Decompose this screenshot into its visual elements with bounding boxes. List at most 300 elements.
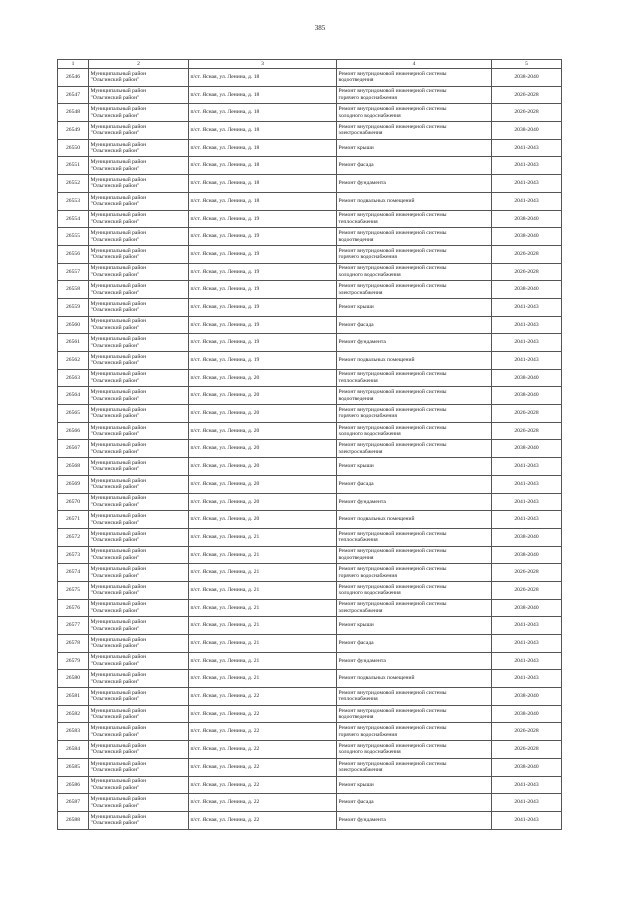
municipality-cell xyxy=(89,139,189,157)
work-type-line: Ремонт внутридомовой инженерной системы xyxy=(338,283,447,289)
work-type-cell xyxy=(337,245,492,263)
work-type-line: горячего водоснабжения xyxy=(338,413,397,420)
period-cell: 2041-2043 xyxy=(492,670,562,688)
table-row xyxy=(58,104,562,122)
municipality-line: Муниципальный район xyxy=(90,583,147,590)
row-number-cell: 26571 xyxy=(58,511,89,529)
work-type-cell xyxy=(337,546,492,564)
municipality-line: "Ольгинский район" xyxy=(90,554,140,561)
work-type-line: водоотведения xyxy=(338,395,374,402)
row-number-cell: 26550 xyxy=(58,139,89,157)
work-type-line: Ремонт фасада xyxy=(338,162,374,169)
municipality-line: Муниципальный район xyxy=(90,88,147,95)
municipality-cell xyxy=(89,192,189,210)
work-type-line: Ремонт фасада xyxy=(338,640,374,647)
table-row xyxy=(58,564,562,582)
work-type-line: Ремонт внутридомовой инженерной системы xyxy=(338,247,447,254)
municipality-line: Муниципальный район xyxy=(90,123,147,130)
work-type-cell xyxy=(337,387,492,405)
row-number-cell: 26554 xyxy=(58,210,89,228)
address-cell: п/ст. Ясная, ул. Ленина, д. 21 xyxy=(189,635,337,653)
municipality-line: "Ольгинский район" xyxy=(90,77,140,84)
municipality-line: Муниципальный район xyxy=(90,283,147,289)
table-row xyxy=(58,369,562,387)
municipality-line: Муниципальный район xyxy=(90,459,147,466)
municipality-line: Муниципальный район xyxy=(90,212,147,219)
municipality-line: "Ольгинский район" xyxy=(90,767,140,774)
column-number: 2 xyxy=(89,60,189,69)
work-type-line: Ремонт внутридомовой инженерной системы xyxy=(338,88,447,95)
period-cell: 2038-2040 xyxy=(492,688,562,706)
municipality-line: "Ольгинский район" xyxy=(90,749,140,756)
work-type-line: Ремонт внутридомовой инженерной системы xyxy=(338,601,447,608)
municipality-line: "Ольгинский район" xyxy=(90,501,140,508)
address-cell: п/ст. Ясная, ул. Ленина, д. 21 xyxy=(189,599,337,617)
municipality-line: "Ольгинский район" xyxy=(90,254,140,261)
address-cell: п/ст. Ясная, ул. Ленина, д. 20 xyxy=(189,387,337,405)
period-cell: 2041-2043 xyxy=(492,794,562,812)
work-type-line: теплоснабжения xyxy=(338,537,378,544)
work-type-cell xyxy=(337,599,492,617)
table-row xyxy=(58,776,562,794)
address-cell: п/ст. Ясная, ул. Ленина, д. 18 xyxy=(189,157,337,175)
municipality-cell xyxy=(89,157,189,175)
work-type-cell xyxy=(337,405,492,423)
work-type-cell xyxy=(337,705,492,723)
municipality-cell xyxy=(89,688,189,706)
row-number-cell: 26577 xyxy=(58,617,89,635)
table-row xyxy=(58,635,562,653)
work-type-line: холодного водоснабжения xyxy=(338,749,401,756)
row-number-cell: 26575 xyxy=(58,581,89,599)
table-row xyxy=(58,794,562,812)
municipality-line: "Ольгинский район" xyxy=(90,183,140,190)
address-cell: п/ст. Ясная, ул. Ленина, д. 21 xyxy=(189,617,337,635)
municipality-line: "Ольгинский район" xyxy=(90,678,140,685)
municipality-line: "Ольгинский район" xyxy=(90,395,140,402)
table-row xyxy=(58,175,562,193)
row-number-cell: 26565 xyxy=(58,405,89,423)
address-cell: п/ст. Ясная, ул. Ленина, д. 22 xyxy=(189,688,337,706)
period-cell: 2041-2043 xyxy=(492,316,562,334)
period-cell: 2041-2043 xyxy=(492,776,562,794)
work-type-line: Ремонт внутридомовой инженерной системы xyxy=(338,566,447,572)
period-cell: 2038-2040 xyxy=(492,440,562,458)
row-number-cell: 26558 xyxy=(58,281,89,299)
table-row xyxy=(58,670,562,688)
row-number-cell: 26581 xyxy=(58,688,89,706)
municipality-line: Муниципальный район xyxy=(90,530,147,537)
address-cell: п/ст. Ясная, ул. Ленина, д. 18 xyxy=(189,86,337,104)
work-type-line: горячего водоснабжения xyxy=(338,95,397,102)
municipality-line: "Ольгинский район" xyxy=(90,360,140,367)
address-cell: п/ст. Ясная, ул. Ленина, д. 20 xyxy=(189,458,337,476)
work-type-line: Ремонт внутридомовой инженерной системы xyxy=(338,548,447,555)
work-type-line: Ремонт внутридомовой инженерной системы xyxy=(338,725,447,732)
municipality-line: Муниципальный район xyxy=(90,495,147,502)
municipality-cell xyxy=(89,564,189,582)
period-cell: 2038-2040 xyxy=(492,210,562,228)
municipality-line: "Ольгинский район" xyxy=(90,784,140,791)
table-row xyxy=(58,723,562,741)
municipality-cell xyxy=(89,422,189,440)
municipality-line: "Ольгинский район" xyxy=(90,696,140,703)
address-cell: п/ст. Ясная, ул. Ленина, д. 19 xyxy=(189,263,337,281)
municipality-line: Муниципальный район xyxy=(90,619,147,626)
work-type-cell xyxy=(337,670,492,688)
table-row xyxy=(58,228,562,246)
municipality-line: "Ольгинский район" xyxy=(90,572,140,579)
work-type-line: Ремонт внутридомовой инженерной системы xyxy=(338,371,447,378)
address-cell: п/ст. Ясная, ул. Ленина, д. 18 xyxy=(189,175,337,193)
work-type-cell xyxy=(337,210,492,228)
work-type-line: холодного водоснабжения xyxy=(338,590,401,597)
table-row xyxy=(58,705,562,723)
address-cell: п/ст. Ясная, ул. Ленина, д. 22 xyxy=(189,741,337,759)
municipality-cell xyxy=(89,440,189,458)
municipality-cell xyxy=(89,776,189,794)
municipality-line: Муниципальный район xyxy=(90,300,147,307)
row-number-cell: 26588 xyxy=(58,811,89,829)
municipality-line: "Ольгинский район" xyxy=(90,165,140,172)
municipality-cell xyxy=(89,670,189,688)
row-number-cell: 26555 xyxy=(58,228,89,246)
municipality-line: Муниципальный район xyxy=(90,229,147,236)
municipality-line: Муниципальный район xyxy=(90,318,147,325)
table-row xyxy=(58,546,562,564)
municipality-cell xyxy=(89,458,189,476)
period-cell: 2041-2043 xyxy=(492,617,562,635)
row-number-cell: 26560 xyxy=(58,316,89,334)
column-number: 5 xyxy=(492,60,562,69)
column-number: 1 xyxy=(58,60,89,69)
period-cell: 2041-2043 xyxy=(492,458,562,476)
row-number-cell: 26561 xyxy=(58,334,89,352)
work-type-line: горячего водоснабжения xyxy=(338,572,397,579)
municipality-line: "Ольгинский район" xyxy=(90,714,140,721)
work-type-cell xyxy=(337,298,492,316)
table-row xyxy=(58,210,562,228)
municipality-cell xyxy=(89,104,189,122)
municipality-line: Муниципальный район xyxy=(90,442,147,449)
municipality-line: "Ольгинский район" xyxy=(90,271,140,278)
work-type-line: Ремонт фундамента xyxy=(338,339,386,346)
municipality-line: Муниципальный район xyxy=(90,265,147,272)
municipality-cell xyxy=(89,228,189,246)
row-number-cell: 26572 xyxy=(58,528,89,546)
municipality-line: Муниципальный район xyxy=(90,194,147,201)
work-type-line: Ремонт внутридомовой инженерной системы xyxy=(338,707,447,714)
row-number-cell: 26557 xyxy=(58,263,89,281)
work-type-cell xyxy=(337,635,492,653)
row-number-cell: 26549 xyxy=(58,122,89,140)
address-cell: п/ст. Ясная, ул. Ленина, д. 19 xyxy=(189,210,337,228)
row-number-cell: 26568 xyxy=(58,458,89,476)
work-type-line: теплоснабжения xyxy=(338,696,378,703)
municipality-cell xyxy=(89,316,189,334)
address-cell: п/ст. Ясная, ул. Ленина, д. 18 xyxy=(189,192,337,210)
row-number-cell: 26586 xyxy=(58,776,89,794)
table-row xyxy=(58,316,562,334)
page-number: 385 xyxy=(314,24,326,32)
row-number-cell: 26584 xyxy=(58,741,89,759)
work-type-line: Ремонт фасада xyxy=(338,321,374,328)
work-type-cell xyxy=(337,564,492,582)
work-type-line: Ремонт фасада xyxy=(338,480,374,487)
municipality-line: Муниципальный район xyxy=(90,424,147,431)
municipality-cell xyxy=(89,245,189,263)
row-number-cell: 26583 xyxy=(58,723,89,741)
row-number-cell: 26548 xyxy=(58,104,89,122)
work-type-cell xyxy=(337,104,492,122)
work-type-line: Ремонт подвальных помещений xyxy=(338,357,415,364)
work-type-cell xyxy=(337,440,492,458)
work-type-cell xyxy=(337,794,492,812)
work-type-cell xyxy=(337,352,492,370)
municipality-cell xyxy=(89,405,189,423)
municipality-cell xyxy=(89,475,189,493)
period-cell: 2038-2040 xyxy=(492,599,562,617)
work-type-line: электроснабжения xyxy=(338,607,383,614)
municipality-cell xyxy=(89,811,189,829)
work-type-line: Ремонт крыши xyxy=(338,303,374,310)
municipality-line: Муниципальный район xyxy=(90,566,147,572)
work-type-line: теплоснабжения xyxy=(338,378,378,385)
work-type-line: Ремонт внутридомовой инженерной системы xyxy=(338,424,447,431)
period-cell: 2038-2040 xyxy=(492,369,562,387)
row-number-cell: 26552 xyxy=(58,175,89,193)
row-number-cell: 26587 xyxy=(58,794,89,812)
work-type-line: Ремонт подвальных помещений xyxy=(338,675,415,682)
municipality-line: Муниципальный район xyxy=(90,353,147,360)
work-type-cell xyxy=(337,316,492,334)
table-row xyxy=(58,157,562,175)
row-number-cell: 26563 xyxy=(58,369,89,387)
municipality-line: Муниципальный район xyxy=(90,725,147,732)
table-row xyxy=(58,387,562,405)
work-type-cell xyxy=(337,688,492,706)
table-row xyxy=(58,69,562,87)
address-cell: п/ст. Ясная, ул. Ленина, д. 22 xyxy=(189,723,337,741)
address-cell: п/ст. Ясная, ул. Ленина, д. 20 xyxy=(189,440,337,458)
municipality-line: Муниципальный район xyxy=(90,106,147,113)
work-type-line: Ремонт фундамента xyxy=(338,180,386,187)
work-type-cell xyxy=(337,369,492,387)
work-type-line: Ремонт внутридомовой инженерной системы xyxy=(338,212,447,219)
period-cell: 2026-2028 xyxy=(492,263,562,281)
table-row xyxy=(58,422,562,440)
municipality-cell xyxy=(89,352,189,370)
municipality-line: "Ольгинский район" xyxy=(90,731,140,738)
municipality-cell xyxy=(89,281,189,299)
work-type-line: водоотведения xyxy=(338,77,374,84)
work-type-line: горячего водоснабжения xyxy=(338,254,397,261)
period-cell: 2038-2040 xyxy=(492,69,562,87)
address-cell: п/ст. Ясная, ул. Ленина, д. 18 xyxy=(189,69,337,87)
row-number-cell: 26564 xyxy=(58,387,89,405)
work-type-cell xyxy=(337,263,492,281)
period-cell: 2038-2040 xyxy=(492,758,562,776)
municipality-line: Муниципальный район xyxy=(90,336,147,343)
municipality-line: "Ольгинский район" xyxy=(90,431,140,438)
municipality-cell xyxy=(89,387,189,405)
address-cell: п/ст. Ясная, ул. Ленина, д. 20 xyxy=(189,405,337,423)
row-number-cell: 26576 xyxy=(58,599,89,617)
work-type-cell xyxy=(337,86,492,104)
table-row xyxy=(58,192,562,210)
address-cell: п/ст. Ясная, ул. Ленина, д. 21 xyxy=(189,581,337,599)
period-cell: 2041-2043 xyxy=(492,811,562,829)
municipality-line: Муниципальный район xyxy=(90,795,147,802)
period-cell: 2038-2040 xyxy=(492,122,562,140)
table-row xyxy=(58,122,562,140)
municipality-line: Муниципальный район xyxy=(90,672,147,679)
work-type-line: Ремонт фундамента xyxy=(338,816,386,823)
municipality-line: Муниципальный район xyxy=(90,247,147,254)
row-number-cell: 26546 xyxy=(58,69,89,87)
table-row xyxy=(58,811,562,829)
row-number-cell: 26559 xyxy=(58,298,89,316)
municipality-cell xyxy=(89,758,189,776)
municipality-cell xyxy=(89,298,189,316)
address-cell: п/ст. Ясная, ул. Ленина, д. 22 xyxy=(189,794,337,812)
address-cell: п/ст. Ясная, ул. Ленина, д. 20 xyxy=(189,511,337,529)
row-number-cell: 26567 xyxy=(58,440,89,458)
municipality-line: "Ольгинский район" xyxy=(90,448,140,455)
table-row xyxy=(58,440,562,458)
work-type-line: Ремонт внутридомовой инженерной системы xyxy=(338,760,447,767)
municipality-line: Муниципальный район xyxy=(90,70,147,77)
municipality-line: Муниципальный район xyxy=(90,548,147,555)
work-type-line: Ремонт внутридомовой инженерной системы xyxy=(338,583,447,590)
work-type-cell xyxy=(337,617,492,635)
municipality-line: Муниципальный район xyxy=(90,477,147,484)
municipality-line: Муниципальный район xyxy=(90,689,147,696)
municipality-line: "Ольгинский район" xyxy=(90,537,140,544)
work-type-line: Ремонт внутридомовой инженерной системы xyxy=(338,106,447,113)
row-number-cell: 26580 xyxy=(58,670,89,688)
address-cell: п/ст. Ясная, ул. Ленина, д. 20 xyxy=(189,369,337,387)
work-type-line: Ремонт внутридомовой инженерной системы xyxy=(338,742,447,749)
row-number-cell: 26551 xyxy=(58,157,89,175)
period-cell: 2026-2028 xyxy=(492,581,562,599)
work-type-line: Ремонт фасада xyxy=(338,799,374,806)
address-cell: п/ст. Ясная, ул. Ленина, д. 18 xyxy=(189,104,337,122)
address-cell: п/ст. Ясная, ул. Ленина, д. 19 xyxy=(189,228,337,246)
repair-schedule-table xyxy=(57,59,562,830)
work-type-line: Ремонт фундамента xyxy=(338,657,386,664)
period-cell: 2038-2040 xyxy=(492,281,562,299)
municipality-line: Муниципальный район xyxy=(90,512,147,519)
address-cell: п/ст. Ясная, ул. Ленина, д. 19 xyxy=(189,245,337,263)
work-type-cell xyxy=(337,811,492,829)
address-cell: п/ст. Ясная, ул. Ленина, д. 21 xyxy=(189,564,337,582)
municipality-cell xyxy=(89,599,189,617)
work-type-line: холодного водоснабжения xyxy=(338,431,401,438)
work-type-line: электроснабжения xyxy=(338,448,383,455)
work-type-line: Ремонт внутридомовой инженерной системы xyxy=(338,389,447,396)
work-type-cell xyxy=(337,581,492,599)
work-type-cell xyxy=(337,475,492,493)
municipality-line: Муниципальный район xyxy=(90,141,147,148)
work-type-cell xyxy=(337,493,492,511)
municipality-cell xyxy=(89,86,189,104)
municipality-line: "Ольгинский район" xyxy=(90,466,140,473)
municipality-cell xyxy=(89,210,189,228)
work-type-line: водоотведения xyxy=(338,554,374,561)
table-row xyxy=(58,352,562,370)
work-type-line: Ремонт внутридомовой инженерной системы xyxy=(338,530,447,537)
address-cell: п/ст. Ясная, ул. Ленина, д. 21 xyxy=(189,652,337,670)
row-number-cell: 26573 xyxy=(58,546,89,564)
work-type-cell xyxy=(337,741,492,759)
work-type-cell xyxy=(337,192,492,210)
work-type-cell xyxy=(337,139,492,157)
municipality-line: "Ольгинский район" xyxy=(90,802,140,809)
work-type-line: Ремонт крыши xyxy=(338,144,374,151)
work-type-line: Ремонт внутридомовой инженерной системы xyxy=(338,265,447,272)
municipality-cell xyxy=(89,741,189,759)
work-type-cell xyxy=(337,334,492,352)
address-cell: п/ст. Ясная, ул. Ленина, д. 18 xyxy=(189,122,337,140)
municipality-line: "Ольгинский район" xyxy=(90,625,140,632)
address-cell: п/ст. Ясная, ул. Ленина, д. 22 xyxy=(189,776,337,794)
work-type-line: Ремонт внутридомовой инженерной системы xyxy=(338,70,447,77)
column-number-row xyxy=(58,60,562,69)
period-cell: 2026-2028 xyxy=(492,723,562,741)
period-cell: 2041-2043 xyxy=(492,493,562,511)
table-row xyxy=(58,475,562,493)
municipality-line: Муниципальный район xyxy=(90,176,147,183)
address-cell: п/ст. Ясная, ул. Ленина, д. 19 xyxy=(189,298,337,316)
table-row xyxy=(58,599,562,617)
municipality-line: "Ольгинский район" xyxy=(90,289,140,296)
municipality-line: "Ольгинский район" xyxy=(90,643,140,650)
period-cell: 2026-2028 xyxy=(492,741,562,759)
work-type-cell xyxy=(337,458,492,476)
municipality-cell xyxy=(89,581,189,599)
work-type-line: Ремонт подвальных помещений xyxy=(338,516,415,523)
municipality-line: Муниципальный район xyxy=(90,760,147,767)
work-type-cell xyxy=(337,422,492,440)
address-cell: п/ст. Ясная, ул. Ленина, д. 20 xyxy=(189,422,337,440)
municipality-cell xyxy=(89,635,189,653)
table-row xyxy=(58,263,562,281)
table-row xyxy=(58,758,562,776)
period-cell: 2038-2040 xyxy=(492,387,562,405)
table-row xyxy=(58,493,562,511)
municipality-line: "Ольгинский район" xyxy=(90,236,140,243)
municipality-line: "Ольгинский район" xyxy=(90,820,140,827)
municipality-line: Муниципальный район xyxy=(90,371,147,378)
period-cell: 2038-2040 xyxy=(492,546,562,564)
table-row xyxy=(58,281,562,299)
period-cell: 2026-2028 xyxy=(492,104,562,122)
row-number-cell: 26570 xyxy=(58,493,89,511)
municipality-line: "Ольгинский район" xyxy=(90,607,140,614)
work-type-line: холодного водоснабжения xyxy=(338,112,401,119)
address-cell: п/ст. Ясная, ул. Ленина, д. 19 xyxy=(189,352,337,370)
municipality-cell xyxy=(89,334,189,352)
municipality-line: "Ольгинский район" xyxy=(90,218,140,225)
table-row xyxy=(58,528,562,546)
address-cell: п/ст. Ясная, ул. Ленина, д. 21 xyxy=(189,670,337,688)
row-number-cell: 26578 xyxy=(58,635,89,653)
period-cell: 2026-2028 xyxy=(492,245,562,263)
municipality-line: "Ольгинский район" xyxy=(90,590,140,597)
work-type-line: Ремонт внутридомовой инженерной системы xyxy=(338,229,447,236)
work-type-line: Ремонт фундамента xyxy=(338,498,386,505)
